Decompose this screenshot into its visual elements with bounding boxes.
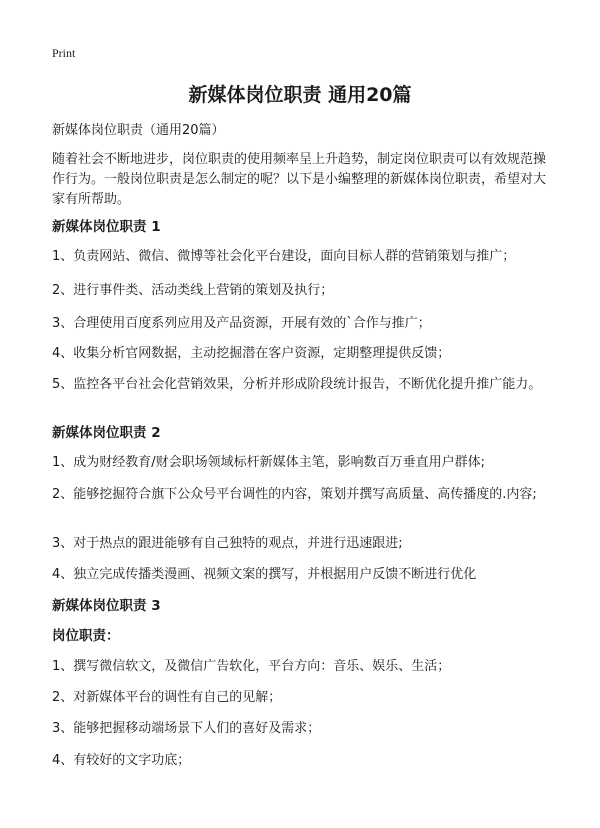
list-item: 2、能够挖掘符合旗下公众号平台调性的内容，策划并撰写高质量、高传播度的.内容; — [52, 487, 537, 502]
list-item: 1、负责网站、微信、微博等社会化平台建设，面向目标人群的营销策划与推广； — [52, 249, 516, 264]
list-item: 4、收集分析官网数据，主动挖掘潜在客户资源，定期整理提供反馈； — [52, 346, 451, 361]
list-item: 4、独立完成传播类漫画、视频文案的撰写，并根据用户反馈不断进行优化 — [52, 567, 477, 582]
intro-paragraph: 随着社会不断地进步，岗位职责的使用频率呈上升趋势，制定岗位职责可以有效规范操作行为。一般岗位职责是怎么制定的呢？以下是小编整理的新媒体岗位职责，希望对大家有所帮助。 — [52, 152, 547, 207]
list-item: 4、有较好的文字功底； — [52, 753, 191, 768]
list-item: 3、对于热点的跟进能够有自己独特的观点，并进行迅速跟进; — [52, 536, 403, 551]
list-item: 5、监控各平台社会化营销效果，分析并形成阶段统计报告，不断优化提升推广能力。 — [52, 377, 542, 392]
list-item: 1、撰写微信软文，及微信广告软化，平台方向：音乐、娱乐、生活； — [52, 659, 451, 674]
document-subtitle: 新媒体岗位职责（通用20篇） — [52, 123, 225, 138]
list-item: 3、能够把握移动端场景下人们的喜好及需求； — [52, 721, 321, 736]
list-item: 3、合理使用百度系列应用及产品资源，开展有效的`合作与推广； — [52, 316, 431, 331]
list-item: 1、成为财经教育/财会职场领域标杆新媒体主笔，影响数百万垂直用户群体; — [52, 455, 486, 470]
list-item: 2、对新媒体平台的调性有自己的见解； — [52, 690, 282, 705]
section-heading-1: 新媒体岗位职责 1 — [52, 219, 161, 235]
section-heading-2: 新媒体岗位职责 2 — [52, 425, 161, 441]
print-link[interactable]: Print — [52, 46, 76, 60]
section-subheading: 岗位职责： — [52, 628, 120, 644]
list-item: 2、进行事件类、活动类线上营销的策划及执行； — [52, 283, 334, 298]
section-heading-3: 新媒体岗位职责 3 — [52, 598, 161, 614]
page-title: 新媒体岗位职责 通用20篇 — [188, 84, 412, 106]
